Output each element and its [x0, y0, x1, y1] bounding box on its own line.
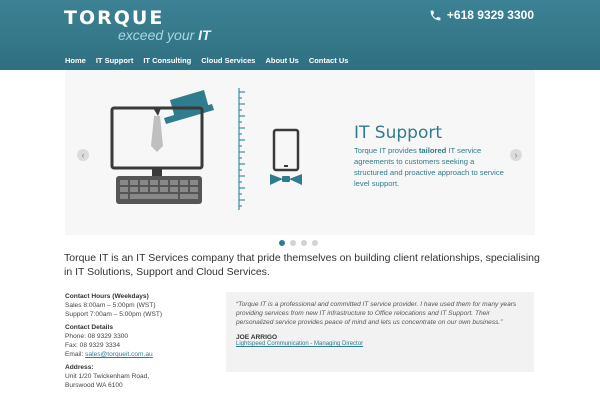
slide-dot-4[interactable]	[312, 240, 318, 246]
testimonial-author: JOE ARRIGO	[236, 334, 278, 341]
phone-icon	[429, 9, 442, 22]
keyboard-icon	[116, 176, 202, 204]
slide-dot-2[interactable]	[290, 240, 296, 246]
hero-slider	[0, 70, 600, 250]
testimonial-company-link[interactable]: Lightspeed Communication - Managing Director	[236, 341, 364, 347]
nav-home[interactable]: Home	[65, 56, 86, 65]
slide-dot-3[interactable]	[301, 240, 307, 246]
tagline	[118, 27, 211, 43]
email-label: Email:	[65, 351, 86, 358]
phone-number: +618 9329 3300	[446, 8, 534, 22]
nav-about-us[interactable]: About Us	[265, 56, 299, 65]
slide-illustration	[108, 86, 308, 216]
slide-dot-1[interactable]	[279, 240, 285, 246]
nav-contact-us[interactable]: Contact Us	[308, 56, 349, 65]
contact-details-heading: Contact Details	[65, 324, 113, 331]
logo[interactable]: TORQUE	[64, 7, 165, 29]
contact-info	[65, 292, 215, 390]
slider-prev-button[interactable]: ‹	[77, 149, 89, 161]
tagline-emphasis: IT	[198, 27, 211, 43]
intro-text: Torque IT is an IT Services company that pride themselves on building client relationships, specialising in IT Solutions, Support and Cloud Services.	[64, 252, 540, 278]
tagline-text: exceed your	[118, 27, 199, 43]
bow-tie-icon	[270, 174, 302, 185]
contact-email	[65, 350, 215, 359]
header-phone[interactable]	[429, 8, 534, 22]
address-line-1: Unit 1/20 Twickenham Road,	[65, 373, 150, 380]
sales-hours: Sales 8:00am – 5:00pm (WST)	[65, 302, 156, 309]
nav-it-consulting[interactable]: IT Consulting	[143, 56, 192, 65]
address-line-2: Burswood WA 6100	[65, 382, 123, 389]
contact-fax: Fax: 08 9329 3334	[65, 342, 120, 349]
nav-it-support[interactable]: IT Support	[95, 56, 134, 65]
address-heading: Address:	[65, 364, 94, 371]
slider-next-button[interactable]: ›	[510, 149, 522, 161]
nav-cloud-services[interactable]: Cloud Services	[201, 56, 256, 65]
testimonial-quote: “Torque IT is a professional and committed IT service provider. I have used them for many years providing services from new IT infrastructure to Office relocations and IT Support. Their personalized service provides peace of mind and lets us concentrate on our own business.”	[236, 301, 517, 326]
contact-phone: Phone: 08 9329 3300	[65, 333, 129, 340]
email-link[interactable]: sales@torqueit.com.au	[85, 351, 153, 358]
slide-title: IT Support	[354, 123, 443, 143]
smartphone-icon	[274, 130, 298, 170]
slide-desc-before: Torque IT provides	[354, 146, 419, 155]
support-hours: Support 7:00am – 5:00pm (WST)	[65, 311, 163, 318]
slide-desc-bold: tailored	[418, 146, 447, 155]
site-header	[0, 0, 600, 70]
testimonial-box	[226, 292, 534, 372]
slide-desc-after: IT service agreements to customers seeking a structured and proactive approach to service level support.	[354, 146, 504, 188]
slider-pagination	[279, 240, 318, 246]
contact-hours-heading: Contact Hours (Weekdays)	[65, 293, 149, 300]
main-nav	[60, 56, 353, 65]
ruler-icon	[239, 88, 245, 210]
slide-description	[354, 145, 504, 189]
monitor-icon	[112, 108, 202, 176]
